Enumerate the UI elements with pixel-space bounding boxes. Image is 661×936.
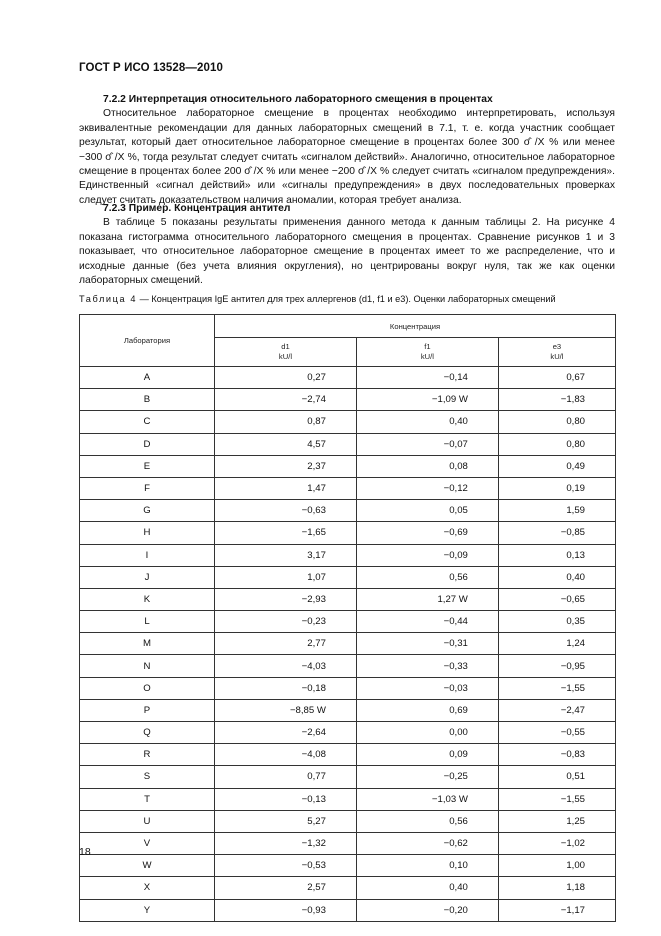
e3-cell: −0,95 (498, 655, 615, 677)
e3-cell: −1,83 (498, 389, 615, 411)
lab-cell: G (80, 500, 215, 522)
lab-cell: C (80, 411, 215, 433)
f1-cell: −0,62 (356, 832, 498, 854)
e3-cell: 0,40 (498, 566, 615, 588)
table-row (80, 677, 616, 699)
e3-cell: 1,18 (498, 877, 615, 899)
table-row (80, 522, 616, 544)
f1-cell: −0,31 (356, 633, 498, 655)
lab-cell: H (80, 522, 215, 544)
e3-cell: 0,19 (498, 477, 615, 499)
table-body (80, 367, 616, 922)
lab-cell: X (80, 877, 215, 899)
table-row (80, 389, 616, 411)
d1-cell: −8,85 W (215, 699, 357, 721)
lab-cell: L (80, 611, 215, 633)
f1-cell: 1,27 W (356, 588, 498, 610)
section-7-2-3 (79, 202, 615, 288)
table-row (80, 788, 616, 810)
e3-cell: −2,47 (498, 699, 615, 721)
col-unit: kU/l (420, 352, 434, 361)
table-caption-label: Таблица 4 (79, 294, 138, 304)
table-row (80, 455, 616, 477)
e3-cell: 0,80 (498, 433, 615, 455)
d1-cell: −0,53 (215, 855, 357, 877)
table-row (80, 722, 616, 744)
e3-cell: −0,55 (498, 722, 615, 744)
table-row (80, 367, 616, 389)
e3-cell: 0,67 (498, 367, 615, 389)
col-unit: kU/l (278, 352, 292, 361)
d1-cell: 0,87 (215, 411, 357, 433)
table-row (80, 899, 616, 921)
f1-cell: −0,14 (356, 367, 498, 389)
lab-cell: F (80, 477, 215, 499)
f1-cell: 0,05 (356, 500, 498, 522)
lab-cell: V (80, 832, 215, 854)
header-e3 (498, 338, 615, 367)
f1-cell: 0,09 (356, 744, 498, 766)
table-caption-text: — Концентрация IgE антител для трех аллергенов (d1, f1 и e3). Оценки лабораторных смещений (137, 294, 556, 304)
lab-cell: J (80, 566, 215, 588)
bias-table (79, 314, 616, 922)
d1-cell: −4,08 (215, 744, 357, 766)
lab-cell: R (80, 744, 215, 766)
lab-cell: B (80, 389, 215, 411)
lab-cell: E (80, 455, 215, 477)
col-name: e3 (552, 342, 562, 351)
d1-cell: −0,23 (215, 611, 357, 633)
table-row (80, 810, 616, 832)
section-7-2-2 (79, 93, 615, 208)
e3-cell: −1,02 (498, 832, 615, 854)
col-name: d1 (281, 342, 290, 351)
d1-cell: −0,18 (215, 677, 357, 699)
f1-cell: 0,56 (356, 566, 498, 588)
table-row (80, 411, 616, 433)
d1-cell: −2,64 (215, 722, 357, 744)
header-d1 (215, 338, 357, 367)
table-row (80, 433, 616, 455)
e3-cell: −0,85 (498, 522, 615, 544)
table-row (80, 544, 616, 566)
f1-cell: −0,03 (356, 677, 498, 699)
lab-cell: I (80, 544, 215, 566)
d1-cell: 2,37 (215, 455, 357, 477)
e3-cell: 1,59 (498, 500, 615, 522)
header-concentration: Концентрация (215, 315, 616, 338)
document-id: ГОСТ Р ИСО 13528—2010 (79, 62, 224, 74)
d1-cell: 0,77 (215, 766, 357, 788)
d1-cell: −1,65 (215, 522, 357, 544)
d1-cell: 3,17 (215, 544, 357, 566)
header-f1 (356, 338, 498, 367)
section-heading: 7.2.2 Интерпретация относительного лабораторного смещения в процентах (103, 94, 493, 105)
lab-cell: A (80, 367, 215, 389)
lab-cell: W (80, 855, 215, 877)
f1-cell: −0,12 (356, 477, 498, 499)
e3-cell: −1,17 (498, 899, 615, 921)
table-caption (79, 294, 556, 304)
table-row (80, 477, 616, 499)
e3-cell: 0,13 (498, 544, 615, 566)
table-row (80, 588, 616, 610)
lab-cell: D (80, 433, 215, 455)
f1-cell: −0,44 (356, 611, 498, 633)
e3-cell: 1,00 (498, 855, 615, 877)
d1-cell: 1,47 (215, 477, 357, 499)
lab-cell: K (80, 588, 215, 610)
d1-cell: −4,03 (215, 655, 357, 677)
d1-cell: 4,57 (215, 433, 357, 455)
d1-cell: −2,93 (215, 588, 357, 610)
d1-cell: −2,74 (215, 389, 357, 411)
f1-cell: −0,09 (356, 544, 498, 566)
e3-cell: 1,25 (498, 810, 615, 832)
header-laboratory: Лаборатория (80, 315, 215, 367)
f1-cell: −0,07 (356, 433, 498, 455)
f1-cell: −1,09 W (356, 389, 498, 411)
f1-cell: 0,40 (356, 877, 498, 899)
table-row (80, 633, 616, 655)
table-row (80, 766, 616, 788)
d1-cell: −0,13 (215, 788, 357, 810)
lab-cell: O (80, 677, 215, 699)
col-name: f1 (424, 342, 431, 351)
f1-cell: −0,69 (356, 522, 498, 544)
e3-cell: 0,35 (498, 611, 615, 633)
f1-cell: 0,08 (356, 455, 498, 477)
table-row (80, 744, 616, 766)
section-body: Относительное лабораторное смещение в процентах необходимо интерпретировать, используя эквивалентные рекомендации для данных лабораторных смещений в 7.1, т. е. когда участник сообщает результат, который дает относительное лабораторное смещение в процентах более 300 σ̂ /X % или менее −300 σ̂ /X %, тогда результат следует считать «сигналом действий». Аналогично, относительное лабораторное смещение в процентах более 200 σ̂ /X % или менее −200 σ̂ /X % следует считать «сигналом предупреждения». Единственный «сигнал действий» или «сигналы предупреждения» в двух последовательных проверках следует считать доказательством наличия аномалии, которая требует анализа. (79, 108, 615, 206)
f1-cell: −0,33 (356, 655, 498, 677)
table-row (80, 832, 616, 854)
lab-cell: U (80, 810, 215, 832)
f1-cell: 0,40 (356, 411, 498, 433)
col-unit: kU/l (550, 352, 564, 361)
e3-cell: −1,55 (498, 788, 615, 810)
table-row (80, 655, 616, 677)
e3-cell: −0,83 (498, 744, 615, 766)
e3-cell: 0,80 (498, 411, 615, 433)
table-row (80, 699, 616, 721)
d1-cell: −1,32 (215, 832, 357, 854)
table-row (80, 500, 616, 522)
table-row (80, 611, 616, 633)
f1-cell: 0,10 (356, 855, 498, 877)
f1-cell: 0,56 (356, 810, 498, 832)
lab-cell: M (80, 633, 215, 655)
e3-cell: 1,24 (498, 633, 615, 655)
f1-cell: 0,69 (356, 699, 498, 721)
d1-cell: 2,57 (215, 877, 357, 899)
section-heading: 7.2.3 Пример. Концентрация антител (103, 203, 291, 214)
lab-cell: Y (80, 899, 215, 921)
e3-cell: 0,49 (498, 455, 615, 477)
lab-cell: T (80, 788, 215, 810)
table-row (80, 877, 616, 899)
d1-cell: 1,07 (215, 566, 357, 588)
d1-cell: 2,77 (215, 633, 357, 655)
e3-cell: −1,55 (498, 677, 615, 699)
f1-cell: 0,00 (356, 722, 498, 744)
d1-cell: 5,27 (215, 810, 357, 832)
table-row (80, 566, 616, 588)
lab-cell: N (80, 655, 215, 677)
d1-cell: −0,63 (215, 500, 357, 522)
table-row (80, 855, 616, 877)
f1-cell: −0,20 (356, 899, 498, 921)
page-number: 18 (79, 846, 91, 858)
section-body: В таблице 5 показаны результаты применения данного метода к данным таблицы 2. На рисунке 4 показана гистограмма относительного лабораторного смещения в процентах. Сравнение рисунков 1 и 3 показывает, что относительное лабораторное смещение в процентах имеет то же распределение, что и исходные данные (без учета влияния округления), но центрированы вокруг нуля, так же как оценки лабораторных смещений. (79, 217, 615, 287)
lab-cell: S (80, 766, 215, 788)
e3-cell: 0,51 (498, 766, 615, 788)
d1-cell: −0,93 (215, 899, 357, 921)
lab-cell: P (80, 699, 215, 721)
d1-cell: 0,27 (215, 367, 357, 389)
f1-cell: −1,03 W (356, 788, 498, 810)
f1-cell: −0,25 (356, 766, 498, 788)
lab-cell: Q (80, 722, 215, 744)
e3-cell: −0,65 (498, 588, 615, 610)
